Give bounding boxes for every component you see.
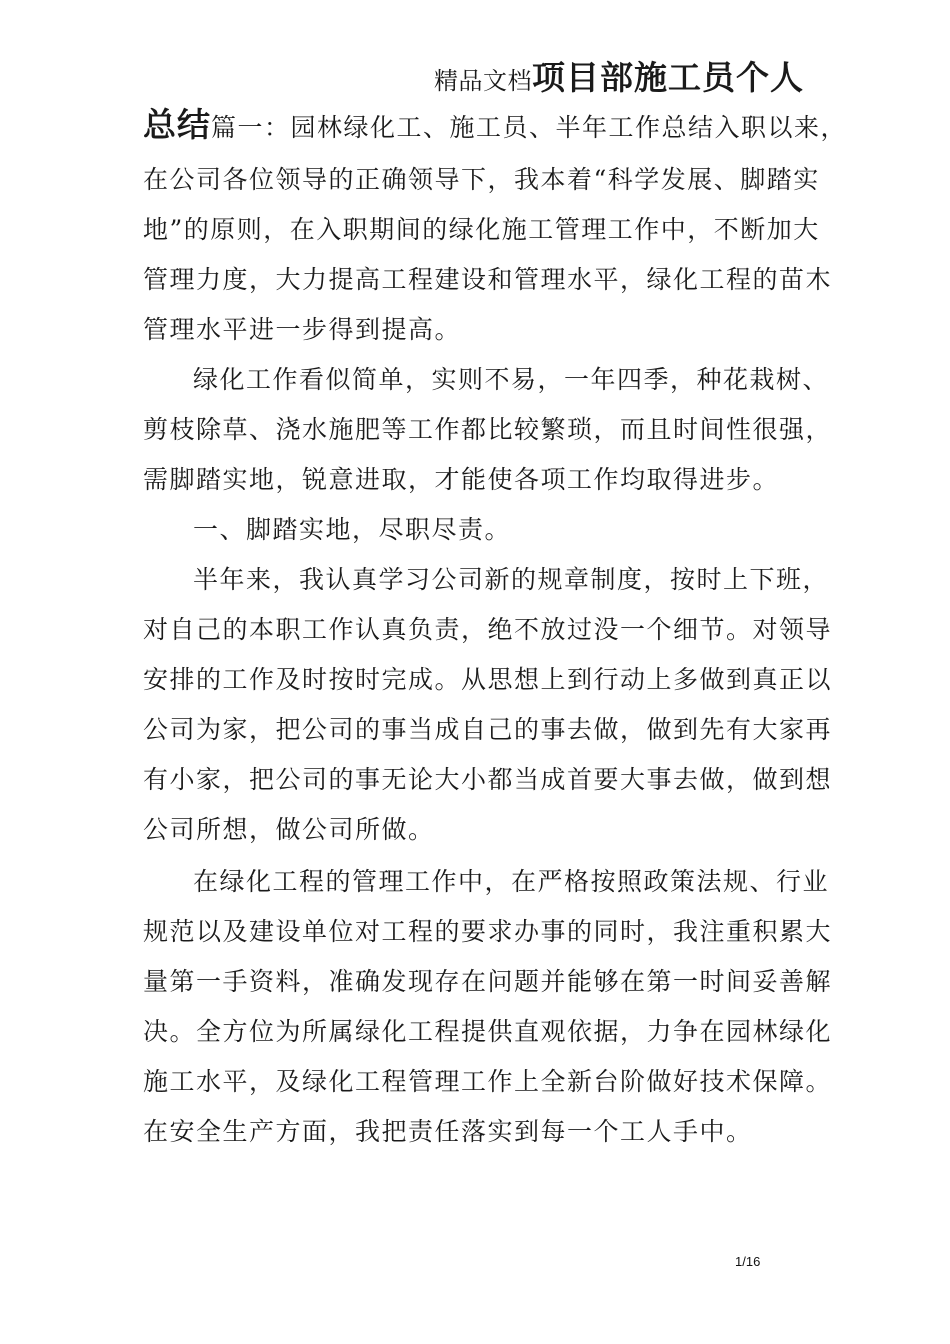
paragraph-line: 地”的原则，在入职期间的绿化施工管理工作中，不断加大	[143, 215, 820, 244]
title-line	[434, 52, 804, 99]
paragraph-line: 对自己的本职工作认真负责，绝不放过没一个细节。对领导	[143, 615, 833, 644]
paragraph-text: 篇一：园林绿化工、施工员、半年工作总结入职以来，	[211, 113, 848, 142]
document-title-part2: 总结	[143, 105, 211, 144]
paragraph-line: 决。全方位为所属绿化工程提供直观依据，力争在园林绿化	[143, 1017, 833, 1046]
paragraph-line: 管理水平进一步得到提高。	[143, 315, 462, 344]
paragraph-line: 公司所想，做公司所做。	[143, 815, 435, 844]
section-heading: 一、脚踏实地，尽职尽责。	[193, 515, 512, 544]
paragraph-line	[143, 100, 847, 153]
header-prefix: 精品文档	[434, 67, 532, 95]
paragraph-line: 管理力度，大力提高工程建设和管理水平，绿化工程的苗木	[143, 265, 833, 294]
paragraph-line: 在绿化工程的管理工作中，在严格按照政策法规、行业	[193, 867, 830, 896]
paragraph-line: 规范以及建设单位对工程的要求办事的同时，我注重积累大	[143, 917, 833, 946]
page-number: 1/16	[735, 1254, 761, 1269]
paragraph-line: 安排的工作及时按时完成。从思想上到行动上多做到真正以	[143, 665, 833, 694]
paragraph-line: 有小家，把公司的事无论大小都当成首要大事去做，做到想	[143, 765, 833, 794]
paragraph-line: 在公司各位领导的正确领导下，我本着“科学发展、脚踏实	[143, 165, 820, 194]
document-title-part1: 项目部施工员个人	[532, 58, 804, 97]
paragraph-line: 公司为家，把公司的事当成自己的事去做，做到先有大家再	[143, 715, 833, 744]
paragraph-line: 需脚踏实地，锐意进取，才能使各项工作均取得进步。	[143, 465, 780, 494]
paragraph-line: 剪枝除草、浇水施肥等工作都比较繁琐，而且时间性很强，	[143, 415, 833, 444]
paragraph-line: 在安全生产方面，我把责任落实到每一个工人手中。	[143, 1117, 753, 1146]
paragraph-line: 施工水平，及绿化工程管理工作上全新台阶做好技术保障。	[143, 1067, 833, 1096]
paragraph-line: 半年来，我认真学习公司新的规章制度，按时上下班，	[193, 565, 830, 594]
paragraph-line: 量第一手资料，准确发现存在问题并能够在第一时间妥善解	[143, 967, 833, 996]
paragraph-line: 绿化工作看似简单，实则不易，一年四季，种花栽树、	[193, 365, 830, 394]
